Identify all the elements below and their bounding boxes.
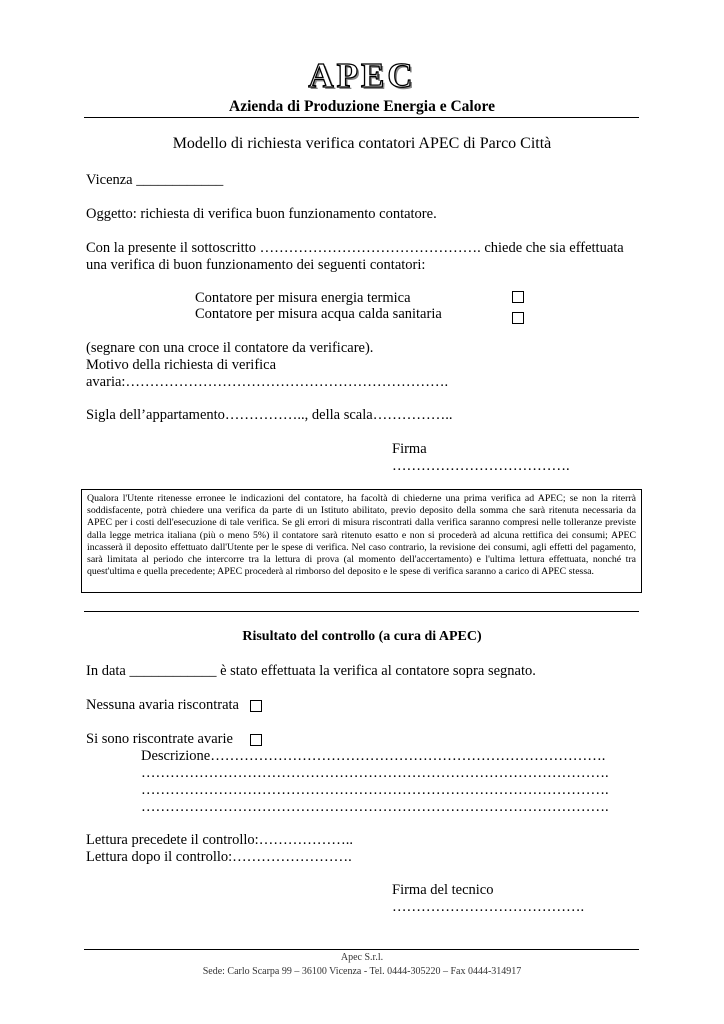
header-divider [84,117,639,118]
description-line-2: ……………………………………………………………………………………. [141,765,609,781]
signature-line: ………………………………. [392,458,570,474]
subject-line: Oggetto: richiesta di verifica buon funzionamento contatore. [86,206,437,222]
place-line: Vicenza ____________ [86,172,224,188]
faults-found-label: Si sono riscontrate avarie [86,731,233,747]
result-heading: Risultato del controllo (a cura di APEC) [242,629,482,644]
checkbox-faults-found[interactable] [250,734,262,746]
signature-label: Firma [392,441,427,457]
result-date-line: In data ____________ è stato effettuata la verifica al contatore sopra segnato. [86,663,536,679]
meter-option-hot-water: Contatore per misura acqua calda sanitaria [195,306,442,322]
description-line-3: ……………………………………………………………………………………. [141,782,609,798]
mark-instruction: (segnare con una croce il contatore da verificare). [86,340,374,356]
request-line-2: una verifica di buon funzionamento dei seguenti contatori: [86,257,426,273]
no-fault-label: Nessuna avaria riscontrata [86,697,239,713]
apartment-line: Sigla dell’appartamento…………….., della scala…………….. [86,407,453,423]
footer-divider [84,949,639,950]
checkbox-thermal[interactable] [512,291,524,303]
reading-after-line: Lettura dopo il controllo:……………………. [86,849,352,865]
checkbox-no-fault[interactable] [250,700,262,712]
reading-before-line: Lettura precedete il controllo:……………….. [86,832,353,848]
description-line-4: ……………………………………………………………………………………. [141,799,609,815]
request-line-1: Con la presente il sottoscritto ………………………………………. chiede che sia effettuata [86,240,624,256]
form-title: Modello di richiesta verifica contatori APEC di Parco Città [172,135,552,152]
reason-label: Motivo della richiesta di verifica [86,357,277,373]
checkbox-hot-water[interactable] [512,312,524,324]
meter-option-thermal: Contatore per misura energia termica [195,290,411,306]
fault-line: avaria:…………………………………………………………. [86,374,449,390]
section-divider [84,611,639,612]
footer-company: Apec S.r.l. [340,952,384,963]
verification-notice: Qualora l'Utente ritenesse erronee le indicazioni del contatore, ha facoltà di chiederne una prima verifica ad APEC; se non la riterrà soddisfacente, potrà chiedere una verifica da parte di un Istituto abilitato, previo deposito della somma che sarà ritenuta necessaria da APEC per i costi dell'esecuzione di tale verifica. Se gli errori di misura riscontrati dalla verifica saranno compresi nelle tolleranze previste dalla legge metrica italiana (più o meno 5%) il contatore sarà ritenuto esatto e non si procederà ad alcuna rettifica dei consumi; APEC incasserà il deposito effettuato dall'Utente per le spese di verifica. Nel caso contrario, la revisione dei consumi, agli effetti del pagamento, sarà limitata al periodo che intercorre tra la lettura di prova (al momento dell'accertamento) e l'ultima lettura effettuata, nonché tra quest'ultima e quella precedente; APEC procederà al rimborso del deposito e le spese di verifica saranno a carico di APEC stessa. [81,489,642,593]
description-line-1: Descrizione………………………………………………………………………. [141,748,606,764]
tech-signature-label: Firma del tecnico [392,882,494,898]
footer-address: Sede: Carlo Scarpa 99 – 36100 Vicenza - Tel. 0444-305220 – Fax 0444-314917 [202,966,522,977]
company-subtitle: Azienda di Produzione Energia e Calore [229,98,495,115]
company-logo: APEC [308,56,416,95]
tech-signature-line: …………………………………. [392,899,585,915]
